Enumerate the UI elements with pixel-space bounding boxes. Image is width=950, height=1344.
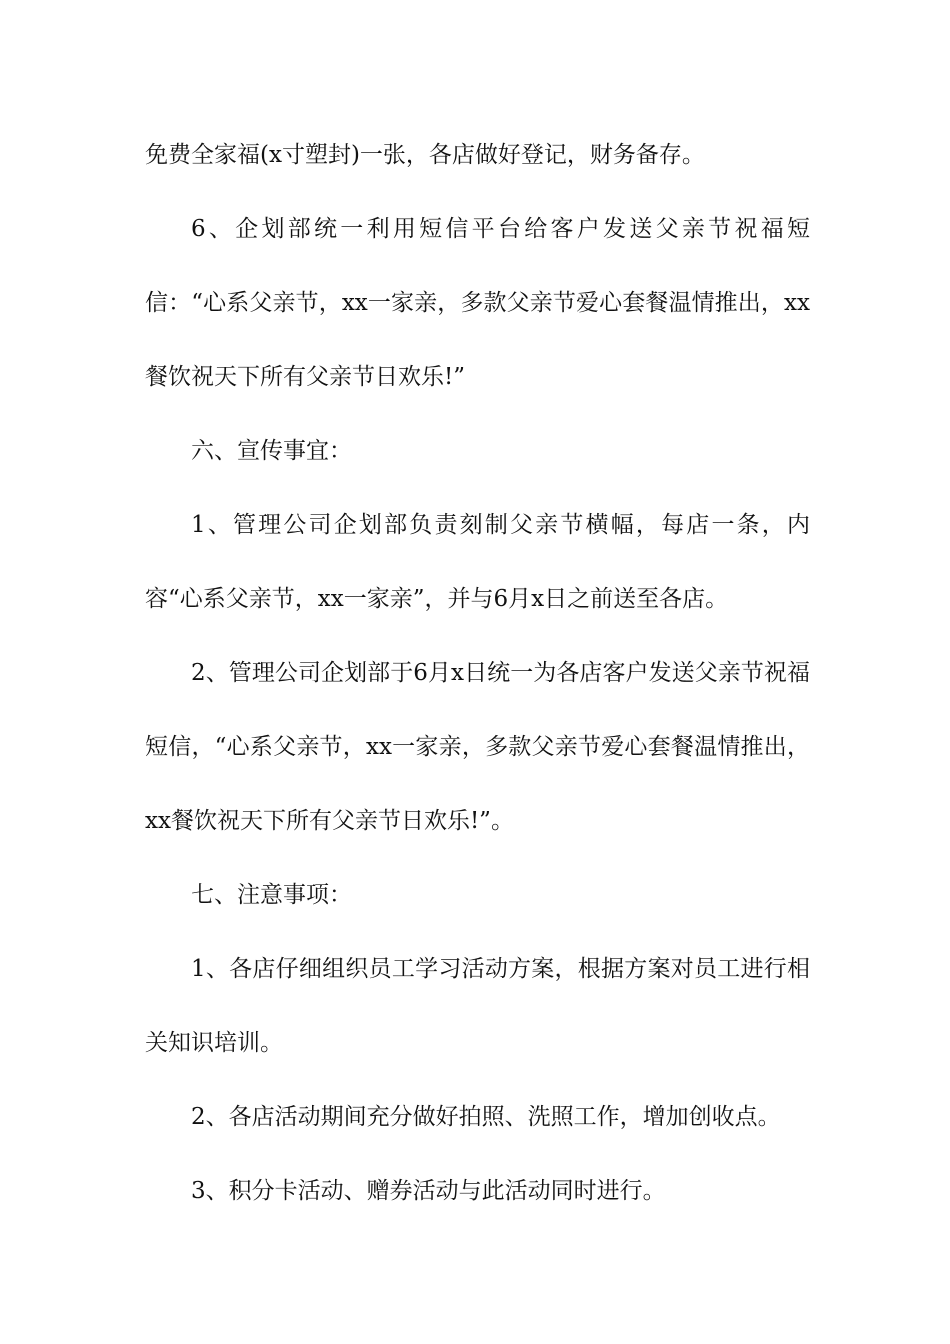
paragraph-sms-greeting: 6、企划部统一利用短信平台给客户发送父亲节祝福短信：“心系父亲节，xx一家亲，多款父亲节爱心套餐温情推出，xx餐饮祝天下所有父亲节日欢乐!” xyxy=(145,216,810,390)
paragraph-continuation: 免费全家福(x寸塑封)一张，各店做好登记，财务备存。 xyxy=(145,142,705,168)
paragraph-training: 1、各店仔细组织员工学习活动方案，根据方案对员工进行相关知识培训。 xyxy=(145,956,810,1056)
paragraph-concurrent-activities: 3、积分卡活动、赠券活动与此活动同时进行。 xyxy=(191,1178,666,1204)
section-heading-publicity: 六、宣传事宜： xyxy=(191,438,352,464)
document-page xyxy=(145,118,810,1228)
paragraph-sms-send: 2、管理公司企划部于6月x日统一为各店客户发送父亲节祝福短信，“心系父亲节，xx一家亲，多款父亲节爱心套餐温情推出，xx餐饮祝天下所有父亲节日欢乐!”。 xyxy=(145,660,810,834)
paragraph-banner: 1、管理公司企划部负责刻制父亲节横幅，每店一条，内容“心系父亲节，xx一家亲”，并与6月x日之前送至各店。 xyxy=(145,512,810,612)
section-heading-notes: 七、注意事项： xyxy=(191,882,352,908)
paragraph-photos: 2、各店活动期间充分做好拍照、洗照工作，增加创收点。 xyxy=(191,1104,781,1130)
